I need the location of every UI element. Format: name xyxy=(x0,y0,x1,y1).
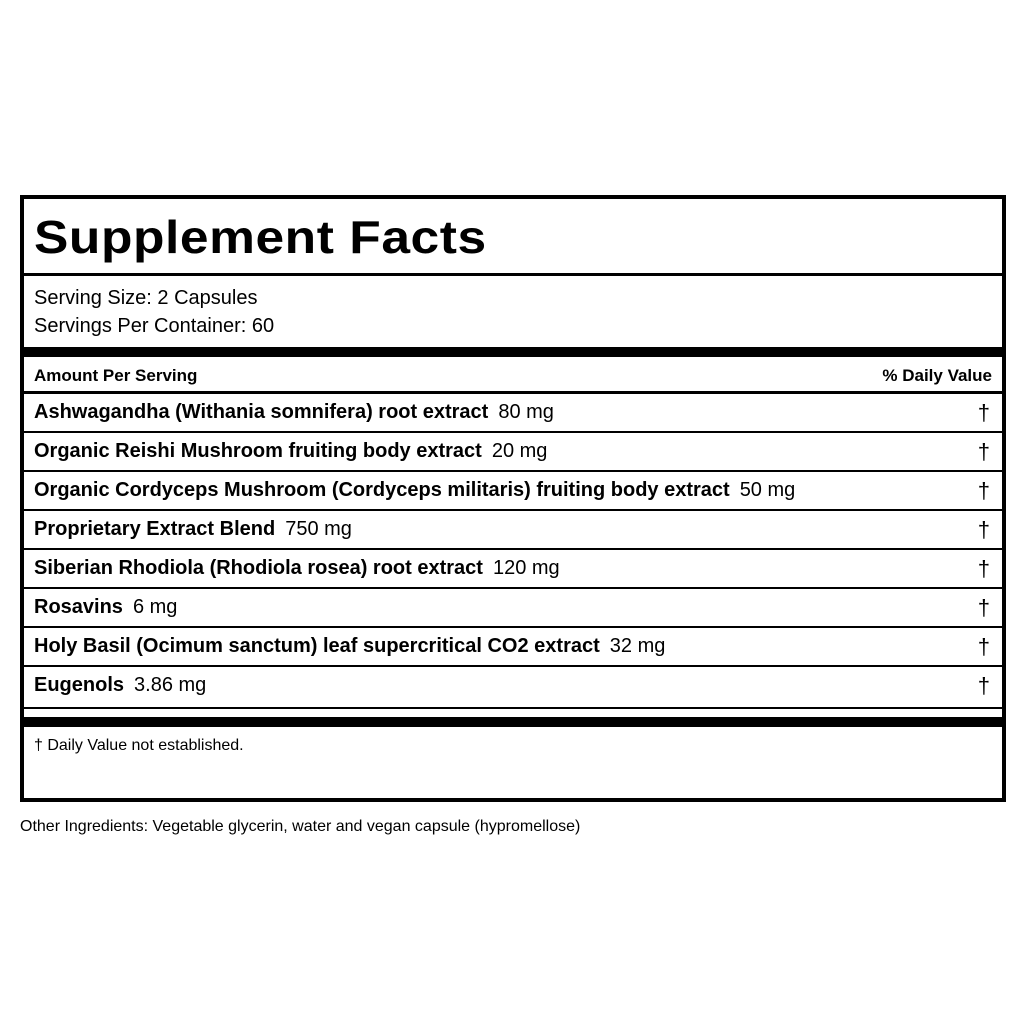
ingredient-list xyxy=(24,394,1002,704)
serving-info xyxy=(24,276,1002,357)
ingredient-amount: 120 mg xyxy=(492,557,560,579)
ingredient-name: Rosavins xyxy=(34,596,123,618)
ingredient-amount: 6 mg xyxy=(132,596,178,618)
ingredient-amount: 50 mg xyxy=(739,479,796,501)
ingredient-name: Organic Cordyceps Mushroom (Cordyceps militaris) fruiting body extract xyxy=(34,479,730,501)
ingredient-name: Siberian Rhodiola (Rhodiola rosea) root extract xyxy=(34,557,483,579)
ingredient-row xyxy=(24,433,1002,472)
ingredient-daily-value: † xyxy=(977,595,990,620)
ingredient-name: Proprietary Extract Blend xyxy=(34,518,276,540)
ingredient-name: Ashwagandha (Withania somnifera) root extract xyxy=(34,401,489,423)
ingredient-daily-value: † xyxy=(977,517,990,542)
ingredient-amount: 750 mg xyxy=(285,518,352,540)
other-ingredients: Other Ingredients: Vegetable glycerin, water and vegan capsule (hypromellose) xyxy=(20,818,581,835)
ingredient-row xyxy=(24,589,1002,628)
ingredient-daily-value: † xyxy=(977,556,990,581)
panel-title: Supplement Facts xyxy=(34,211,487,263)
ingredient-row xyxy=(24,628,1002,667)
ingredient-name: Organic Reishi Mushroom fruiting body extract xyxy=(34,440,482,462)
ingredient-amount: 20 mg xyxy=(491,440,548,462)
ingredient-daily-value: † xyxy=(977,439,990,464)
divider-thick xyxy=(24,717,1002,727)
ingredient-row xyxy=(24,472,1002,511)
column-header-row xyxy=(24,357,1002,394)
ingredient-amount: 80 mg xyxy=(498,401,554,423)
ingredient-daily-value: † xyxy=(977,673,990,698)
ingredient-amount: 3.86 mg xyxy=(134,674,207,696)
ingredient-daily-value: † xyxy=(977,400,990,425)
ingredient-row xyxy=(24,394,1002,433)
serving-size: Serving Size: 2 Capsules xyxy=(34,287,258,309)
ingredient-row xyxy=(24,667,1002,704)
ingredient-daily-value: † xyxy=(977,478,990,503)
ingredient-amount: 32 mg xyxy=(609,635,666,657)
supplement-facts-panel xyxy=(20,195,1006,802)
ingredient-name: Holy Basil (Ocimum sanctum) leaf supercritical CO2 extract xyxy=(34,635,600,657)
title-row xyxy=(24,199,1002,276)
ingredient-row xyxy=(24,550,1002,589)
servings-per-container: Servings Per Container: 60 xyxy=(34,315,275,337)
ingredient-row xyxy=(24,511,1002,550)
daily-value-header: % Daily Value xyxy=(882,366,992,385)
ingredient-name: Eugenols xyxy=(34,674,125,696)
daily-value-footnote: † Daily Value not established. xyxy=(34,737,244,754)
ingredient-daily-value: † xyxy=(977,634,990,659)
amount-per-serving-header: Amount Per Serving xyxy=(34,366,198,385)
divider-thin xyxy=(24,707,1002,709)
